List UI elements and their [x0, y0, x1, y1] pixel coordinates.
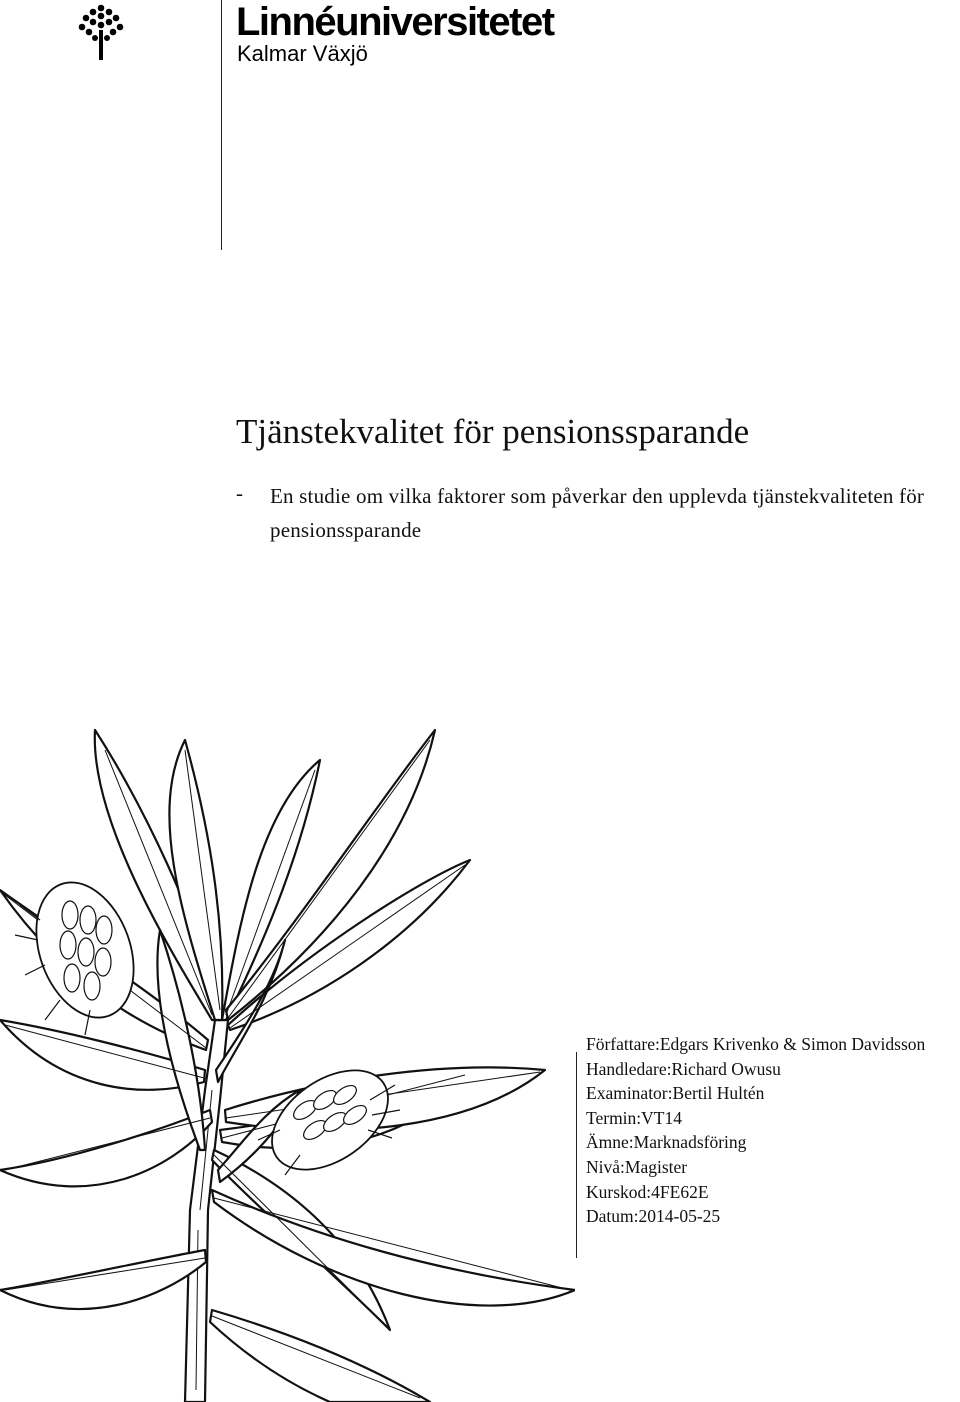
info-supervisor: Handledare:Richard Owusu — [586, 1058, 781, 1079]
subtitle-dash: - — [236, 481, 243, 505]
university-name: Linnéuniversitetet — [236, 0, 554, 44]
info-examiner: Examinator:Bertil Hultén — [586, 1083, 765, 1104]
document-subtitle: En studie om vilka faktorer som påverkar den upplevda tjänstekvaliteten för pensionssparande — [270, 484, 925, 542]
botanical-plant-illustration — [0, 690, 575, 1402]
info-subject: Ämne:Marknadsföring — [586, 1132, 747, 1153]
document-title: Tjänstekvalitet för pensionssparande — [236, 412, 750, 451]
info-author: Författare:Edgars Krivenko & Simon Davidsson — [586, 1034, 926, 1054]
info-date: Datum:2014-05-25 — [586, 1206, 721, 1227]
info-divider — [576, 1052, 577, 1258]
header-divider — [221, 0, 222, 250]
tree-logo-icon — [78, 4, 124, 60]
info-term: Termin:VT14 — [586, 1107, 682, 1128]
info-course-code: Kurskod:4FE62E — [586, 1181, 709, 1202]
university-campus: Kalmar Växjö — [237, 41, 368, 66]
info-level: Nivå:Magister — [586, 1156, 688, 1177]
thesis-info — [586, 1032, 960, 1229]
